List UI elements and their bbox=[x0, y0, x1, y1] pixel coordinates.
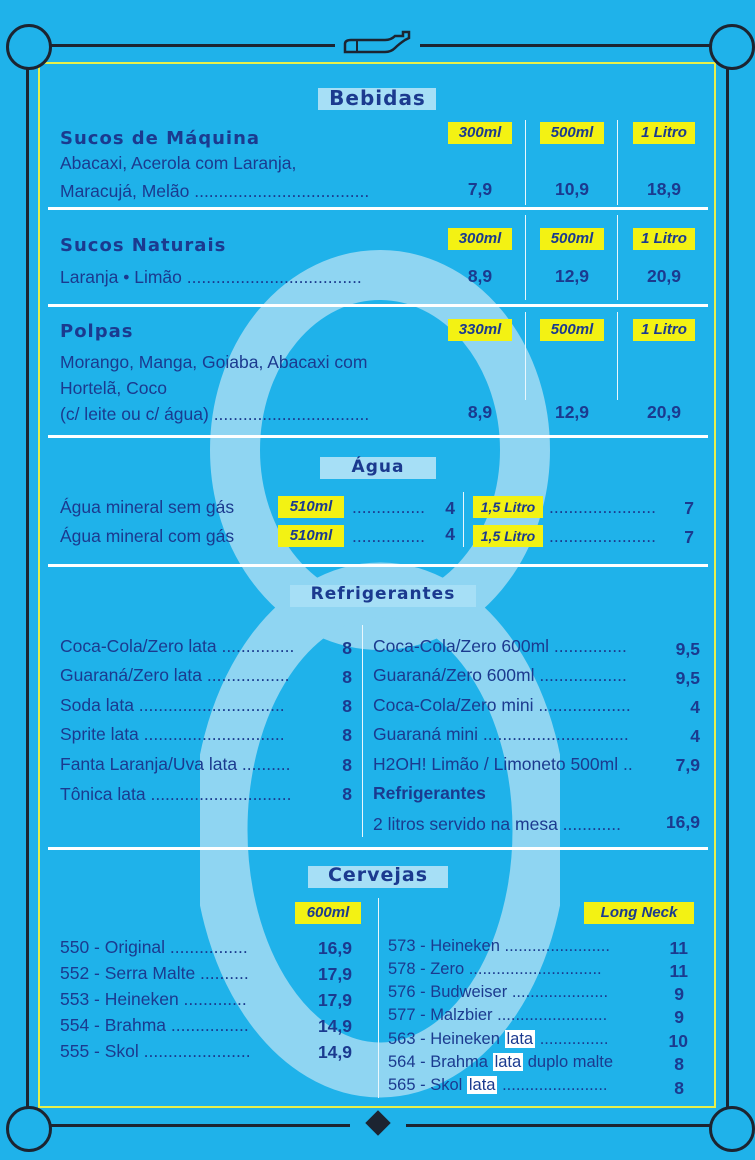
section-divider bbox=[48, 435, 708, 438]
sucos-naturais-label: Sucos Naturais bbox=[60, 235, 227, 256]
column-divider bbox=[463, 492, 464, 547]
refri-item: Sprite lata ............................. bbox=[60, 724, 285, 744]
price: 14,9 bbox=[317, 1042, 352, 1062]
section-divider bbox=[48, 564, 708, 567]
size-badge: 1 Litro bbox=[633, 228, 695, 250]
column-divider bbox=[362, 625, 363, 837]
column-divider bbox=[617, 312, 618, 400]
size-badge: 510ml bbox=[278, 496, 344, 518]
price: 8 bbox=[342, 638, 352, 658]
agua-sem-gas-name: Água mineral sem gás bbox=[60, 497, 235, 517]
sucos-maquina-line2: Maracujá, Melão .................................... bbox=[60, 181, 370, 201]
price: 7,9 bbox=[467, 179, 493, 199]
price: 16,9 bbox=[317, 938, 352, 958]
price: 11 bbox=[669, 961, 688, 981]
cerveja-item: 552 - Serra Malte .......... bbox=[60, 963, 249, 983]
dots: ............... bbox=[352, 526, 425, 546]
price: 9 bbox=[674, 1007, 684, 1027]
price: 7 bbox=[684, 527, 694, 547]
cervejas-title: Cervejas bbox=[327, 864, 429, 886]
column-divider bbox=[378, 898, 379, 1098]
refri-item: Tônica lata ............................. bbox=[60, 784, 292, 804]
size-badge: 300ml bbox=[448, 228, 512, 250]
cerveja-item: 550 - Original ................ bbox=[60, 937, 248, 957]
size-badge: 600ml bbox=[295, 902, 361, 924]
price: 9,5 bbox=[675, 668, 700, 688]
column-divider bbox=[525, 120, 526, 205]
cerveja-item: 555 - Skol ...................... bbox=[60, 1041, 251, 1061]
price: 7,9 bbox=[675, 755, 700, 775]
cerveja-ln-item: 563 - Heineken lata ............... bbox=[388, 1030, 609, 1048]
price: 8 bbox=[342, 784, 352, 804]
size-badge: 500ml bbox=[540, 122, 604, 144]
price: 8,9 bbox=[467, 402, 493, 422]
lata-tag: lata bbox=[494, 1053, 522, 1071]
lata-tag: lata bbox=[506, 1030, 534, 1048]
price: 4 bbox=[690, 726, 700, 746]
column-divider bbox=[617, 215, 618, 300]
refri-item: Soda lata .............................. bbox=[60, 695, 285, 715]
price: 8 bbox=[674, 1054, 684, 1074]
polpas-line3: (c/ leite ou c/ água) ................................ bbox=[60, 404, 370, 424]
price: 4 bbox=[445, 498, 455, 518]
price: 10,9 bbox=[554, 179, 590, 199]
price: 8 bbox=[342, 755, 352, 775]
price: 17,9 bbox=[317, 964, 352, 984]
price: 4 bbox=[690, 697, 700, 717]
size-badge: 500ml bbox=[540, 319, 604, 341]
size-badge: 1,5 Litro bbox=[473, 496, 543, 518]
section-divider bbox=[48, 847, 708, 850]
bebidas-title: Bebidas bbox=[329, 86, 426, 110]
corner-ornament-br bbox=[709, 1106, 755, 1152]
agua-com-gas-name: Água mineral com gás bbox=[60, 526, 235, 546]
column-divider bbox=[617, 120, 618, 205]
price: 14,9 bbox=[317, 1016, 352, 1036]
cerveja-ln-item: 576 - Budweiser ..................... bbox=[388, 983, 609, 1001]
cerveja-ln-item: 577 - Malzbier ........................ bbox=[388, 1006, 608, 1024]
cerveja-item: 554 - Brahma ................ bbox=[60, 1015, 249, 1035]
cerveja-ln-item: 578 - Zero ............................. bbox=[388, 960, 602, 978]
price: 9 bbox=[674, 984, 684, 1004]
price: 12,9 bbox=[554, 402, 590, 422]
lata-tag: lata bbox=[468, 1076, 496, 1094]
cerveja-ln-item: 573 - Heineken ....................... bbox=[388, 937, 610, 955]
size-badge: Long Neck bbox=[584, 902, 694, 924]
refri-item: Coca-Cola/Zero mini ................... bbox=[373, 695, 631, 715]
section-divider bbox=[48, 207, 708, 210]
price: 12,9 bbox=[554, 266, 590, 286]
size-badge: 1,5 Litro bbox=[473, 525, 543, 547]
refri-item: Guaraná/Zero 600ml .................. bbox=[373, 665, 627, 685]
dots: ...................... bbox=[549, 497, 656, 517]
size-badge: 330ml bbox=[448, 319, 512, 341]
price: 11 bbox=[669, 938, 688, 958]
size-badge: 300ml bbox=[448, 122, 512, 144]
cerveja-item: 553 - Heineken ............. bbox=[60, 989, 247, 1009]
polpas-label: Polpas bbox=[60, 321, 134, 342]
size-badge: 1 Litro bbox=[633, 319, 695, 341]
price: 8,9 bbox=[467, 266, 493, 286]
price: 8 bbox=[342, 725, 352, 745]
refrigerantes-2l-text: 2 litros servido na mesa ............ bbox=[373, 814, 622, 834]
cerveja-ln-item: 564 - Brahma lata duplo malte bbox=[388, 1053, 614, 1071]
corner-ornament-bl bbox=[6, 1106, 52, 1152]
section-divider bbox=[48, 304, 708, 307]
polpas-line1: Morango, Manga, Goiaba, Abacaxi com bbox=[60, 352, 368, 372]
price: 16,9 bbox=[665, 812, 700, 832]
corner-ornament-tr bbox=[709, 24, 755, 70]
price: 17,9 bbox=[317, 990, 352, 1010]
refri-item: Guaraná/Zero lata ................. bbox=[60, 665, 290, 685]
sucos-maquina-label: Sucos de Máquina bbox=[60, 128, 261, 149]
price: 4 bbox=[445, 524, 455, 544]
size-badge: 1 Litro bbox=[633, 122, 695, 144]
refri-item: Fanta Laranja/Uva lata .......... bbox=[60, 754, 291, 774]
price: 8 bbox=[674, 1078, 684, 1098]
dots: ...................... bbox=[549, 526, 656, 546]
refri-item: Coca-Cola/Zero lata ............... bbox=[60, 636, 295, 656]
refri-item: H2OH! Limão / Limoneto 500ml .. bbox=[373, 754, 633, 774]
price: 9,5 bbox=[675, 639, 700, 659]
refri-item: Guaraná mini .............................. bbox=[373, 724, 629, 744]
price: 8 bbox=[342, 696, 352, 716]
column-divider bbox=[525, 215, 526, 300]
price: 20,9 bbox=[646, 402, 682, 422]
sucos-naturais-line1: Laranja • Limão .................................... bbox=[60, 267, 362, 287]
size-badge: 510ml bbox=[278, 525, 344, 547]
price: 8 bbox=[342, 667, 352, 687]
price: 10 bbox=[668, 1031, 688, 1051]
bottle-icon bbox=[335, 30, 420, 60]
polpas-line2: Hortelã, Coco bbox=[60, 378, 167, 398]
sucos-maquina-line1: Abacaxi, Acerola com Laranja, bbox=[60, 153, 297, 173]
dots: ............... bbox=[352, 497, 425, 517]
size-badge: 500ml bbox=[540, 228, 604, 250]
refrigerantes-2l-title: Refrigerantes bbox=[373, 783, 486, 803]
corner-ornament-tl bbox=[6, 24, 52, 70]
agua-title: Água bbox=[351, 457, 405, 477]
price: 18,9 bbox=[646, 179, 682, 199]
refri-item: Coca-Cola/Zero 600ml ............... bbox=[373, 636, 627, 656]
refrigerantes-title: Refrigerantes bbox=[310, 584, 456, 604]
price: 7 bbox=[684, 498, 694, 518]
price: 20,9 bbox=[646, 266, 682, 286]
column-divider bbox=[525, 312, 526, 400]
cerveja-ln-item: 565 - Skol lata ....................... bbox=[388, 1076, 608, 1094]
